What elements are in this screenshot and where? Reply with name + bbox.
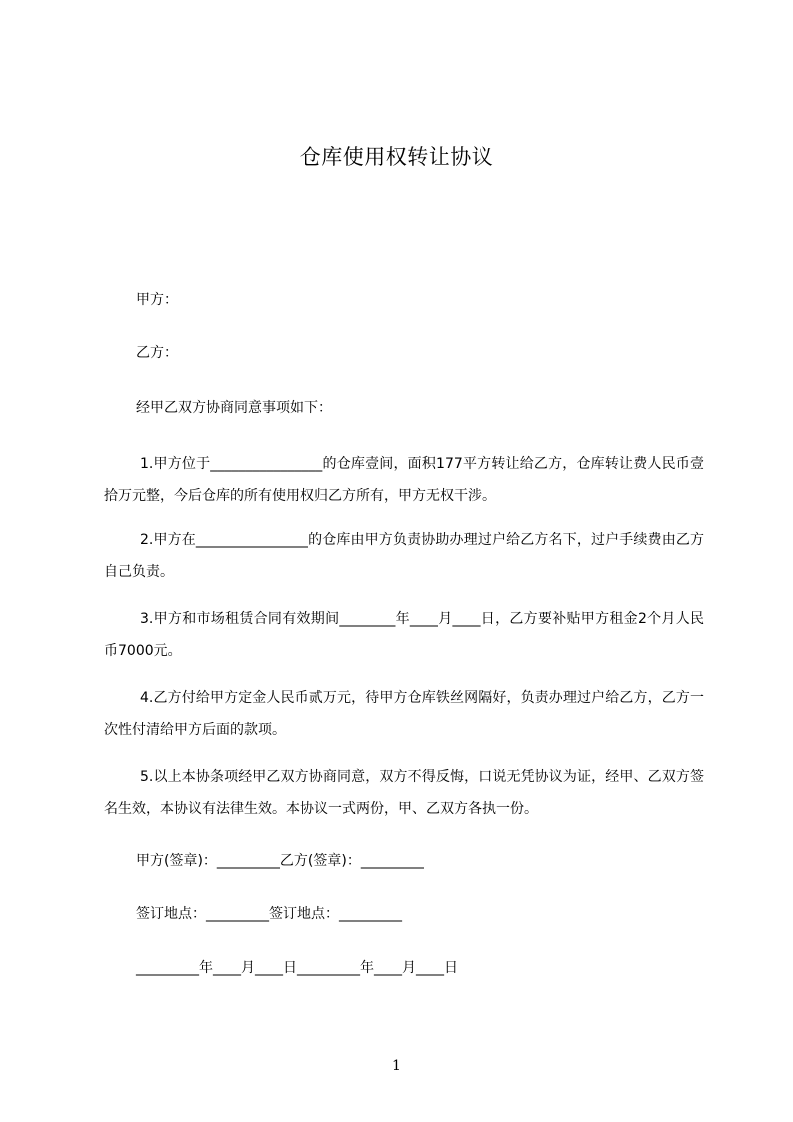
document-title: 仓库使用权转让协议 — [299, 145, 494, 169]
intro-text: 经甲乙双方协商同意事项如下： — [136, 400, 332, 416]
party-a-label: 甲方： — [136, 292, 178, 308]
clause-5: 5.以上本协条项经甲乙双方协商同意，双方不得反悔，口说无凭协议为证，经甲、乙双方签名生效，本协议有法律生效。本协议一式两份，甲、乙双方各执一份。 — [104, 769, 704, 817]
clause-2: 2.甲方在________________的仓库由甲方负责协助办理过户给乙方名下，过户手续费由乙方自己负责。 — [104, 532, 704, 580]
page-number: 1 — [392, 1058, 401, 1074]
signature-line: 甲方(签章)：_________乙方(签章)：_________ — [136, 853, 424, 869]
signing-place-line: 签订地点：_________签订地点：_________ — [136, 906, 402, 922]
date-line: _________年____月____日_________年____月____日 — [136, 960, 458, 976]
clause-4: 4.乙方付给甲方定金人民币贰万元，待甲方仓库铁丝网隔好，负责办理过户给乙方，乙方一次性付清给甲方后面的款项。 — [104, 690, 704, 738]
clause-1: 1.甲方位于________________的仓库壹间，面积177平方转让给乙方，仓库转让费人民币壹拾万元整，今后仓库的所有使用权归乙方所有，甲方无权干涉。 — [104, 456, 704, 504]
party-b-label: 乙方： — [136, 345, 178, 361]
clause-3: 3.甲方和市场租赁合同有效期间________年____月____日，乙方要补贴甲方租金2个月人民币7000元。 — [104, 611, 704, 659]
